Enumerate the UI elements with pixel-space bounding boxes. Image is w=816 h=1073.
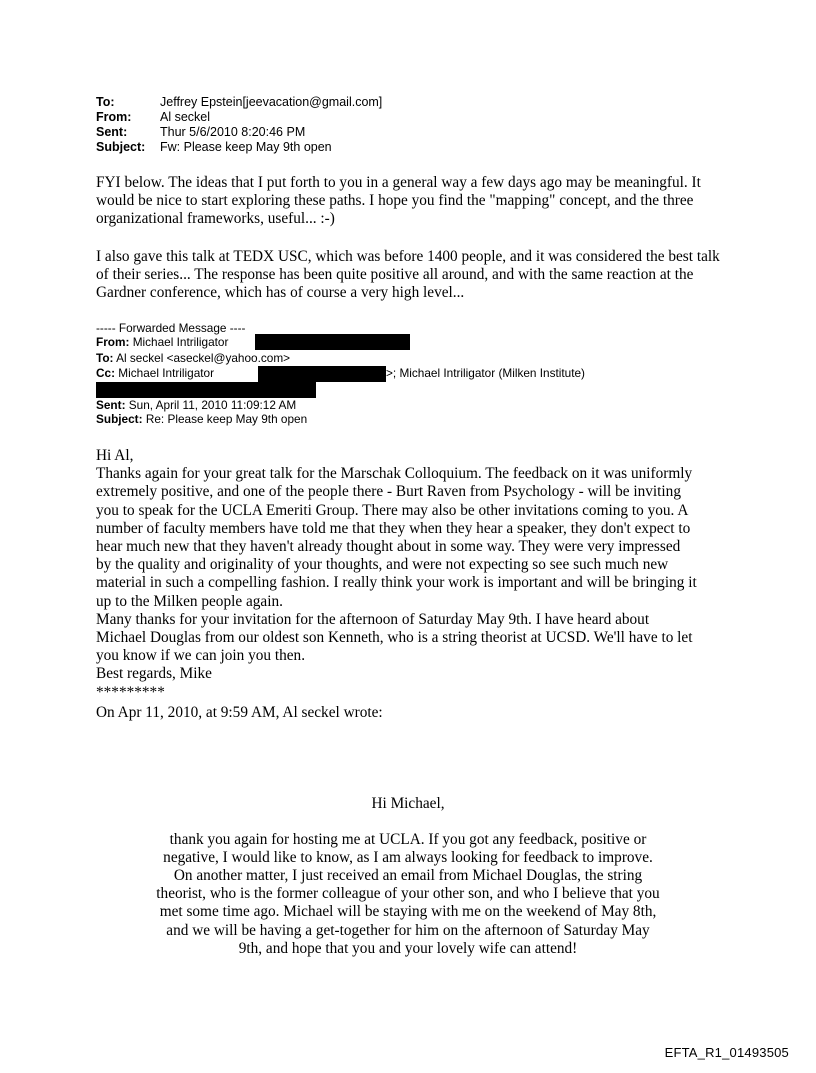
forwarded-to-row <box>96 351 290 365</box>
fwd-sent-value: Sun, April 11, 2010 11:09:12 AM <box>128 398 297 412</box>
quoted-line: 9th, and hope that you and your lovely wife can attend! <box>238 939 578 957</box>
fwd-subject-value: Re: Please keep May 9th open <box>145 412 308 426</box>
reply-line: number of faculty members have told me that they when they hear a speaker, they don't expect to <box>96 519 691 537</box>
from-label: From: <box>96 110 132 124</box>
fwd-from-label: From: <box>96 335 130 349</box>
email-header <box>96 95 382 155</box>
subject-label: Subject: <box>96 140 146 154</box>
header-to-row <box>96 95 382 110</box>
to-value: Jeffrey Epstein[jeevacation@gmail.com] <box>160 95 383 109</box>
reply-body <box>96 447 736 722</box>
reply-line: Hi Al, <box>96 447 134 464</box>
document-id: EFTA_R1_01493505 <box>664 1045 789 1060</box>
header-subject-row <box>96 140 382 155</box>
sent-value: Thur 5/6/2010 8:20:46 PM <box>160 125 306 139</box>
reply-line: you know if we can join you then. <box>96 647 306 665</box>
reply-line: Thanks again for your great talk for the Marschak Colloquium. The feedback on it was uniformly <box>96 465 693 483</box>
redaction-bar <box>255 334 410 350</box>
forwarded-subject-row <box>96 412 307 426</box>
fwd-from-value: Michael Intriligator <box>132 335 229 349</box>
reply-line: up to the Milken people again. <box>96 592 283 610</box>
reply-line: extremely positive, and one of the people there - Burt Raven from Psychology - will be inviting <box>96 483 681 501</box>
fwd-to-label: To: <box>96 351 114 365</box>
quoted-paragraph-1 <box>96 831 720 867</box>
quoted-paragraph-2 <box>96 867 720 958</box>
fwd-cc-value-start: Michael Intriligator <box>118 366 215 380</box>
fwd-cc-label: Cc: <box>96 366 116 380</box>
sent-label: Sent: <box>96 125 128 139</box>
reply-line: Best regards, Mike <box>96 665 212 683</box>
from-value: Al seckel <box>160 110 211 124</box>
forwarded-marker: ----- Forwarded Message ---- <box>96 321 246 335</box>
subject-value: Fw: Please keep May 9th open <box>160 140 332 154</box>
reply-line: you to speak for the UCLA Emeriti Group. There may also be other invitations coming to you. A <box>96 501 689 519</box>
quoted-line: and we will be having a get-together for him on the afternoon of Saturday May <box>166 921 650 939</box>
fwd-sent-label: Sent: <box>96 398 126 412</box>
quoted-line: negative, I would like to know, as I am always looking for feedback to improve. <box>163 849 653 867</box>
quoted-line: theorist, who is the former colleague of your other son, and who I believe that you <box>156 885 660 903</box>
reply-line: material in such a compelling fashion. I really think your work is important and will be bringing it <box>96 574 697 592</box>
reply-line: by the quality and originality of your thoughts, and were not expecting so see such much new <box>96 556 669 574</box>
reply-line: Michael Douglas from our oldest son Kenneth, who is a string theorist at UCSD. We'll have to let <box>96 629 693 647</box>
redaction-bar <box>96 382 316 398</box>
header-sent-row <box>96 125 382 140</box>
reply-line: hear much new that they haven't already thought about in some way. They were very impressed <box>96 538 681 556</box>
header-from-row <box>96 110 382 125</box>
quoted-greeting: Hi Michael, <box>371 795 445 812</box>
separator-stars: ********* <box>96 683 165 701</box>
quoted-line: met some time ago. Michael will be staying with me on the weekend of May 8th, <box>159 903 657 921</box>
quoted-line: thank you again for hosting me at UCLA. If you got any feedback, positive or <box>169 831 647 848</box>
fwd-cc-value-end: >; Michael Intriligator (Milken Institute) <box>386 366 585 380</box>
redaction-bar <box>258 366 386 382</box>
quoted-line: On another matter, I just received an email from Michael Douglas, the string <box>173 867 643 884</box>
forwarded-cc-row <box>96 366 214 380</box>
forwarded-sent-row <box>96 398 296 412</box>
intro-paragraph-1: FYI below. The ideas that I put forth to you in a general way a few days ago may be meaningful. It would be nice to start exploring these paths. I hope you find the "mapping" concept, and the three organizational frameworks, useful... :-) <box>96 174 701 228</box>
to-label: To: <box>96 95 115 109</box>
fwd-subject-label: Subject: <box>96 412 143 426</box>
fwd-to-value: Al seckel <aseckel@yahoo.com> <box>116 351 291 365</box>
forwarded-from-row <box>96 335 228 349</box>
quote-attribution: On Apr 11, 2010, at 9:59 AM, Al seckel wrote: <box>96 703 383 721</box>
reply-line: Many thanks for your invitation for the afternoon of Saturday May 9th. I have heard about <box>96 610 650 628</box>
intro-paragraph-2: I also gave this talk at TEDX USC, which was before 1400 people, and it was considered the best talk of their series... The response has been quite positive all around, and with the same reaction at the Gardner conference, which has of course a very high level... <box>96 248 720 302</box>
